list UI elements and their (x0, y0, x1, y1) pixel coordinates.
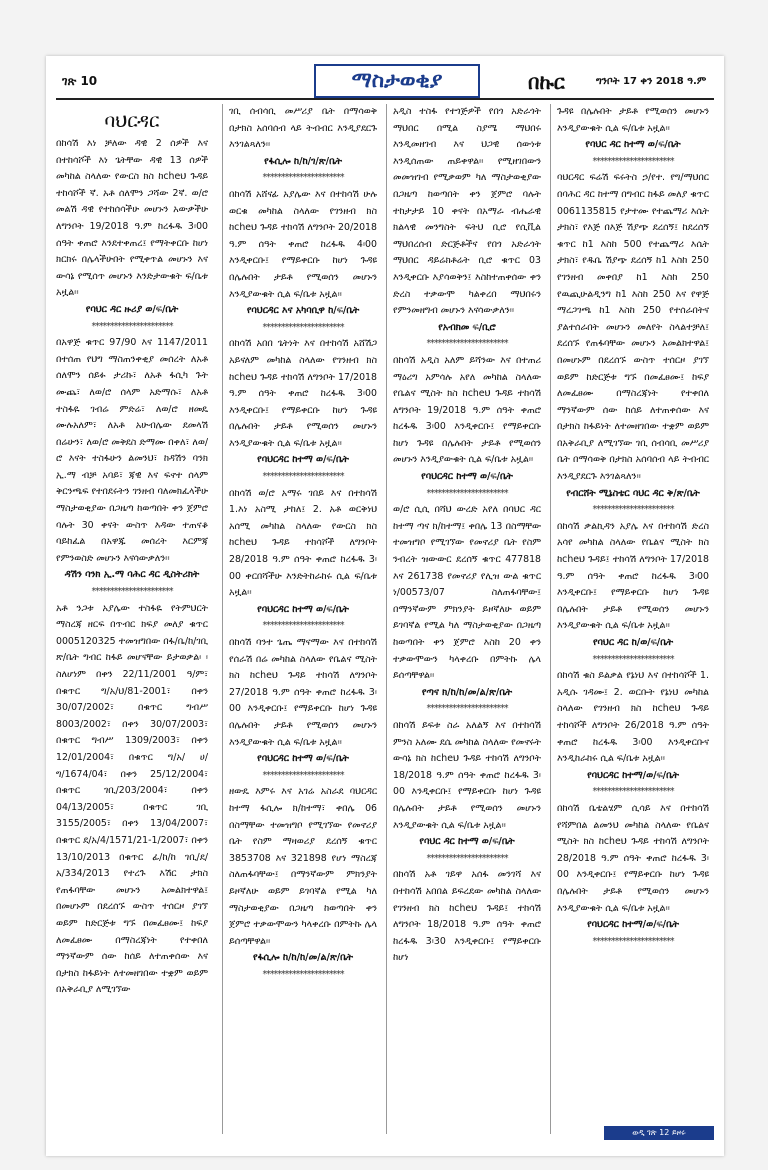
notice-separator: ********************** (262, 321, 344, 333)
notice-separator: ********************** (262, 172, 344, 184)
notice-separator: ********************** (426, 487, 508, 499)
notice-separator: ********************** (91, 586, 173, 598)
notice-signature: የፋሲሎ ከ/ከ/ገ/ጽ/ቤት (264, 155, 342, 167)
notice-text: በከሳሽ ቁስ ይልቃል የኔነህ እና በተከሳሾች 1. አዲሱ ገዳሙ፤ 2. ወርቡት የኔነህ መካከል ስላለው የገንዘብ ክስ ከcheህ ጉዳይ ተከሳሾች ለግንቦት 26/2018 ዓ.ም ሰዓት ቀጠሮ ከረፋዱ 3፡00 እንዲቀርቡና እንዲከራከሩ ሲል ፍ/ቤቱ አዟል፡፡ (557, 670, 709, 765)
notice-text: ባህርዳር ፍሬሽ ፍሩትስ ኃ/የተ. የግ/ማህበር በባሕር ዳር ከተማ በግብር ከፋይ መለያ ቁጥር 0061135815 የታተሙ የተጨማሪ እሴት ታክስ፣ የእጅ በእጅ ሽያጭ ደረሰኝ፤ ከደረሰኝ ቁጥር ከ1 እስከ 500 የተጨማሪ እሴት ታክስ፣ የዱቤ ሽያጭ ደረሰኝ ከ1 እስከ 250 የገንዘብ መቀበያ ከ1 እስከ 250 የዉጪሁልዲንግ ከ1 እስከ 250 እና የዋጅ ማረጋገጫ ከ1 እስከ 250 የተሰራበትና ያልተሰራበት መሆኑን መለየት ስላልተቻለ፤ ደረሰኙ የጠፋባቸው መሆኑን አመልክተዋል፤ በመሆኑም በደረሰኙ ውስጥ ተሰርዞ ያገኘ ወይም ከድርጅቱ ግኙ በመፈፀሙ፤ ከፍያ ለመፈፀሙ በማስረጃነት የተቀበለ ማንኛውም ሰው ከሰይ ለተጠቀሰው እና በታክስ ከፋይነት ለተመዘገበው ተቋም ወይም በአቅራቢያ ለሚገኘው ገቢ ሰብሳቢ መሥሪያ ቤት በማሳወቅ በታክስ አሰባሰብ ላይ ትብብር እንዲያደርጉ እንገልጻለን፡፡ (557, 172, 709, 483)
column-1 (56, 104, 208, 1134)
column-3 (386, 104, 541, 1134)
notice-signature: የጣና ክ/ከ/ከ/መ/ል/ጽ/ቤት (421, 686, 513, 698)
notice-text: ጉዳዩ በሌሉበት ታይቶ የሚወሰን መሆኑን እንዲያውቁት ሲል ፍ/ቤቱ አዟል፡፡ (557, 106, 709, 134)
newspaper-page (46, 56, 724, 1156)
notice-signature: የባህር ዳር ከ/ወ/ፍ/ቤት (592, 637, 674, 648)
masthead-title: ማስታወቂያ (314, 64, 480, 98)
notice-text: በከሳሽ አዲስ አለም ይሻንው እና በተጠሪ ማዕሪግ አምሳሉ አየለ መካከል ስላለው የቤልና ሚስት ክስ ከcheህ ጉዳይ ተከሳሽ ለግንቦት 19/2018 ዓ.ም ሰዓት ቀጠሮ ከረፋዱ 3፡00 እንዲቀርቡ፤ የማይቀርቡ ከሆነ ጉዳዩ በሌሉበት ታይቶ የሚወሰን መሆኑን እንዲያውቁት ሲል ፍ/ቤቱ አዟል፡፡ (393, 354, 541, 466)
notice-separator: ********************** (91, 320, 173, 332)
column-4 (550, 104, 709, 1134)
notice-signature: የባህር ዳር ከተማ ወ/ፍ/ቤት (419, 836, 515, 848)
notice-text: አዲስ ተስፋ የተጎጅዎች የበጎ አድራጎት ማህበር በሚል ስያሜ ማህበሩ እንዲመዘገብ እና ህጋዊ ሰውነቱ እንዲሰጠው ጠይቀዋል፡፡ የሚዘገበውን መመዝገብ የሚቃወም ካለ ማስታወቂያው በጋዜጣ ከወጣበት ቀን ጀምሮ ባሉት ተከታታይ 10 ቀናት በአማራ ብሔራዊ ክልላዊ መንግስት ፍትህ ቢሮ የሲቪል ማህበረሰብ ድርጅቶችና የበጎ አድራጎት ማህበር ዳይሬክቶሬት ቢሮ ቁጥር 03 እንዲቀርቡ እያሳወቅን፤ እስከተጠቀሰው ቀን ድረስ ተቃውሞ ካልቀረበ ማህበሩን የምንመዘግብ መሆኑን እናሳውቃለን፡፡ (393, 106, 541, 317)
page-number: ገጽ 10 (62, 74, 98, 88)
notice-signature: የባህርዳር ከተማ/ወ/ፍ/ቤት (587, 769, 679, 781)
notice-text: በከሳሽ አቶ ገይዋ አሰፋ መንገሻ እና በተከሳሽ አበበል ይፍረደው መካከል ስላለው የገንዘብ ክስ ከcheህ ጉዳይ፤ ተከሳሽ ለግንቦት 18/2018 ዓ.ም ሰዓት ቀጠሮ ከረፋዱ 3፡30 እንዲቀርቡ፤ የማይቀርቡ ከሆነ (393, 869, 541, 964)
notice-separator: ********************** (262, 471, 344, 483)
notice-signature: የአብክመ ፍ/ቢሮ (438, 321, 496, 333)
notice-text: በከሳሽ ባንተ ጌጤ ማናማው እና በተከሳሽ የሰራሽ በሬ መካከል ስላለው የቤልና ሚስት ክስ ከcheህ ጉዳይ ተከሳሽ ለግንቦት 27/2018 ዓ.ም ሰዓት ቀጠሮ ከረፋዱ 3፡00 እንዲቀርቡ፤ የማይቀርቡ ከሆነ ጉዳዩ በሌሉበት ታይቶ የሚወሰን መሆኑን እንዲያውቁት ሲል ፍ/ቤቱ አዟል፡፡ (229, 637, 377, 748)
notice-separator: ********************** (592, 653, 674, 665)
notice-signature: ዳሽን ባንክ ኢ.ማ ባሕር ዳር ዲስትሪክት (64, 569, 200, 581)
notice-text: በከሳሽ ቤቴልሄም ሲሳይ እና በተከሳሽ የሻምበል ልመንህ መካከል ስላለው የቤልና ሚስት ክስ ከcheህ ጉዳይ ተከሳሽ ለግንቦት 28/2018 ዓ.ም ሰዓት ቀጠሮ ከረፋዱ 3፡00 እንዲቀርቡ፤ የማይቀርቡ ከሆነ ጉዳዩ በሌሉበት ታይቶ የሚወሰን መሆኑን እንዲያውቁት ሲል ፍ/ቤቱ አዟል፡፡ (557, 802, 709, 914)
notice-text: በከሳሽ ወ/ሮ አማሩ ገበይ እና በተከሳሽ 1.እነ አስሚ ታከለ፤ 2. አቶ ወርቅነህ አሰሚ መካከል ስላለው የውርስ ክስ ከcheህ ጉዳይ ተከሳሾች ለግንቦት 28/2018 ዓ.ም ሰዓት ቀጠሮ ከረፋዱ 3፡00 ቀርበሻችሁ እንድትከራከሩ ሲል ፍ/ቤቱ አዟል፡፡ (229, 487, 377, 599)
notice-text: በከሳሽ ቃልኪዳን አያሌ እና በተከሳሽ ድረስ አሳየ መካከል ስላለው የቤልና ሚስት ክስ ከcheህ ጉዳይ፤ ተከሳሽ ለግንቦት 17/2018 ዓ.ም ሰዓት ቀጠሮ ከረፋዱ 3፡00 እንዲቀርቡ፤ የማይቀርቡ ከሆነ ጉዳዩ በሌሉበት ታይቶ የሚወሰን መሆኑን እንዲያውቁት ሲል ፍ/ቤቱ አዟል፡፡ (557, 520, 709, 632)
columns-container (56, 104, 714, 1134)
notice-separator: ********************** (426, 852, 508, 864)
notice-separator: ********************** (262, 769, 344, 781)
notice-text: በከሳሽ አበበ ጌትነት እና በተከሳሽ አሸሽጋ አይናለም መካከል ስላለው የገንዘብ ክስ ከcheህ ጉዳይ ተከሳሽ ለግንቦት 17/2018 ዓ.ም ሰዓት ቀጠሮ ከረፋዱ 3፡00 እንዲቀርቡ፤ የማይቀርቡ ከሆነ ጉዳዩ በሌሉበት ታይቶ የሚወሰን መሆኑን እንዲያውቁት ሲል ፍ/ቤቱ አዟል፡፡ (229, 338, 377, 449)
notice-signature: የባህርዳር ከተማ ወ/ፍ/ቤት (421, 471, 513, 483)
notice-text: ገቢ ሰብሳቢ መሥሪያ ቤት በማሳወቅ በታክስ አሰባሰብ ላይ ትብብር እንዲያደርጉ እንገልጻለን፡፡ (229, 106, 377, 151)
page-header (56, 64, 714, 100)
notice-separator: ********************** (592, 155, 674, 167)
section-name: በኩር (528, 70, 565, 94)
notice-signature: የፋሲሎ ከ/ከ/ከ/መ/ል/ጽ/ቤት (253, 952, 353, 964)
column-2 (222, 104, 377, 1134)
continued-badge: ወዲ ገጽ 12 ይዞሩ (604, 1126, 714, 1140)
notice-separator: ********************** (262, 620, 344, 632)
issue-date: ግንቦት 17 ቀን 2018 ዓ.ም (596, 76, 707, 87)
notice-separator: ********************** (592, 935, 674, 947)
column-title: ባህርዳር (104, 110, 160, 132)
notice-separator: ********************** (592, 786, 674, 798)
notice-text: በከሳሽ እነ ቻለው ዳዊ 2 ሰዎች እና በተከሳሾች እነ ጌትቸው ዳዊ 13 ሰዎች መካከል ስላለው የውርስ ክስ ከcheህ ጉዳይ ተከሳሾች ኛ. አቶ ሰለሞን ጋሻው 2ኛ. ወ/ሮ መልሽ ዳዊ የተከሰሳችሁ መሆኑን አውቃችሁ ለግንቦት 19/2018 ዓ.ም ከረፋዱ 3፡00 ሰዓት ቀጠሮ እንደተቀጠረ፤ የማትቀርቡ ከሆነ ክርክሩ በሌላችሁበት የሚቀጥል መሆኑን እና ውሳኔ የሚሰጥ መሆኑን እንድታውቁት ፍ/ቤቱ አዟል፡፡ (56, 138, 208, 299)
notice-separator: ********************** (592, 504, 674, 516)
notice-text: ዘውዴ እምሩ እና አገሬ አስራደ ባህርዳር ከተማ ፋሲሎ ክ/ከተማ፣ ቀበሌ 06 በስማቸው ተመዝግቦ የሚገኘው የመኖሪያ ቤት የስም ማዛወሪያ ደረሰኝ ቁጥር 3853708 እና 321898 የሆነ ማስረጃ ስለጠፋባቸው፤ በማንኛውም ምክንያት ይዞኛለሁ ወይም ይገባኛል የሚል ካለ ማስታወቂያው በጋዜጣ ከወጣበት ቀን ጀምሮ ተቃውሞውን ካላቀረቡ በምትኩ ሌላ ይሰጣቸዋል፡፡ (229, 786, 377, 947)
notice-text: ወ/ሮ ሲሲ በሻህ ውረድ አየለ በባህር ዳር ከተማ ጣና ክ/ከተማ፤ ቀበሌ 13 በስማቸው ተመዝግቦ የሚገኘው የመኖሪያ ቤት የስም ንብረት ዝውውር ደረሰኝ ቁጥር 477818 እና 261738 የመኖሪያ የሊዝ ውል ቁጥር ነ/00573/07 ስለጠፋባቸው፤ በማንኛውም ምክንያት ይዞኛለሁ ወይም ይገባኛል የሚል ካለ ማስታወቂያው በጋዜጣ ከወጣበት ቀን ጀምሮ እስከ 20 ቀን ተቃውሞውን ካላቀረቡ በምትኩ ሌላ ይሰጣቸዋል፡፡ (393, 504, 541, 682)
notice-signature: የባህር ዳር ዙሪያ ወ/ፍ/ቤት (85, 303, 179, 315)
notice-text: በከሳሽ ይፍቱ ስራ አለልኝ እና በተከሳሽ ምንስ አለሙ ደሴ መካከል ስላለው የመኖሩት ውሳኔ ክስ ከcheህ ጉዳይ ተከሳሽ ለግንቦት 18/2018 ዓ.ም ሰዓት ቀጠሮ ከረፋዱ 3፡00 እንዲቀርቡ፤ የማይቀርቡ ከሆነ ጉዳዩ በሌሉበት ታይቶ የሚወሰን መሆኑን እንዲያውቁት ሲል ፍ/ቤቱ አዟል፡፡ (393, 719, 541, 831)
notice-text: አቶ ንጋቱ አያሌው ተስፋዬ የትምህርት ማስረጃ ዘርፍ በጥብር ክፍያ መለያ ቁጥር 0005120325 ተመዝግበው በፋ/ቤ/ከ/ገቢ ጽ/ቤት ግብር ከፋይ መሆናቸው ይታወቃል፡ ፡ ስለሆነም በቀን 22/11/2001 ዓ/ም፣ በቁጥር ግ/አ/ህ/81-2001፣ በቀን 30/07/2002፣ በቁጥር ግብሥ 8003/2002፣ በቀን 30/07/2003፣ በቁጥር ግብሥ 1309/2003፣ በቀን 12/01/2004፣ በቁጥር ግ/አ/ ሀ/ግ/1674/04፣ በቀን 25/12/2004፣ በቁጥር ገቢ/203/2004፣ በቀን 04/13/2005፣ በቁጥር ገቢ 3155/2005፣ በቀን 13/04/2007፣ በቁጥር ደ/አ/4/1571/21-1/2007፣ በቀን 13/10/2013 በቁጥር ፊ/ከ/ከ ገቢ/ደ/አ/334/2013 የተረጉ እሽር ታክስ የጠፋባቸው መሆኑን አመልክተዋል፤ በመሆኑም በደረሰኙ ውስጥ ተሰርዞ ያገኘ ወይም ከድርጅቱ ግኙ በመፈፀሙ፤ ከፍያ ለመፈፀሙ በማስረጃነት የተቀበለ ማንኛውም ሰው ከሰይ ለተጠቀሰው እና በታክስ ከፋይነት ለተመዘገበው ተቋም ወይም በአቅራቢያ ለሚገኘው (56, 602, 208, 996)
notice-separator: ********************** (426, 703, 508, 715)
notice-signature: የባህርዳር ከተማ ወ/ፍ/ቤት (257, 603, 349, 615)
notice-text: በከሳሽ አሸናፊ አያሌው እና በተከሳሽ ሁሉ ወርቁ መካከል ስላለው የገንዘብ ክስ ከcheህ ጉዳይ ተከሳሽ ለግንቦት 20/2018 ዓ.ም ሰዓት ቀጠሮ ከረፋዱ 4፡00 እንዲቀርቡ፤ የማይቀርቡ ከሆነ ጉዳዩ በሌሉበት ታይቶ የሚወሰን መሆኑን እንዲያውቁት ሲል ፍ/ቤቱ አዟል፡፡ (229, 188, 377, 300)
notice-separator: ********************** (426, 338, 508, 350)
notice-text: በአዋጅ ቁጥር 97/90 እና 1147/2011 በተሰጠ የህግ ማስጠንቀቂያ መሰረት ለአቶ ሰለሞን ሰይፉ ታሪኩ፣ ለአቶ ፋሲካ ጉት ሙጨ፣ ለወ/ሮ ሰላም አድማሱ፣ ለአቶ ተስፋዬ ገብሬ ምድሬ፣ ለወ/ሮ ዘመዴ ሙሉአለም፣ ለአቶ አሁብሌው ደመላሽ በሬሁን፣ ለወ/ሮ መቅደስ ድማሙ በቀለ፣ ለወ/ሮ እናት ተስፋሁን ልመንህ፣ ከዳሽን ባንክ ኢ.ማ ብቻ አባይ፣ ጃዊ እና ፍኖተ ሰላም ቅርንጫፍ የተበደሩትን ገንዘብ ባለመክፈላችሁ ማስታወቂያው በጋዜጣ ከወጣበት ቀን ጀምሮ ባሉት 30 ቀናት ውስጥ እዳው ተጠናቆ ባይከፈል በአዋጁ መሰረት እርምጃ የምንወስድ መሆኑን እናሳውቃለን፡፡ (56, 337, 208, 564)
notice-separator: ********************** (262, 968, 344, 980)
notice-signature: የባህርዳር ከተማ ወ/ፍ/ቤት (257, 454, 349, 466)
notice-signature: የባህር ዳር ከተማ ወ/ፍ/ቤት (585, 139, 681, 151)
notice-signature: የብርሸት ሚኔስቴር ባህር ዳር ቅ/ጽ/ቤት (566, 487, 700, 499)
notice-signature: የባህርዳር ከተማ/ወ/ፍ/ቤት (587, 919, 679, 931)
notice-signature: የባህርዳር እና አካባቢዋ ከ/ፍ/ቤት (246, 305, 360, 317)
notice-signature: የባህርዳር ከተማ ወ/ፍ/ቤት (257, 753, 349, 765)
